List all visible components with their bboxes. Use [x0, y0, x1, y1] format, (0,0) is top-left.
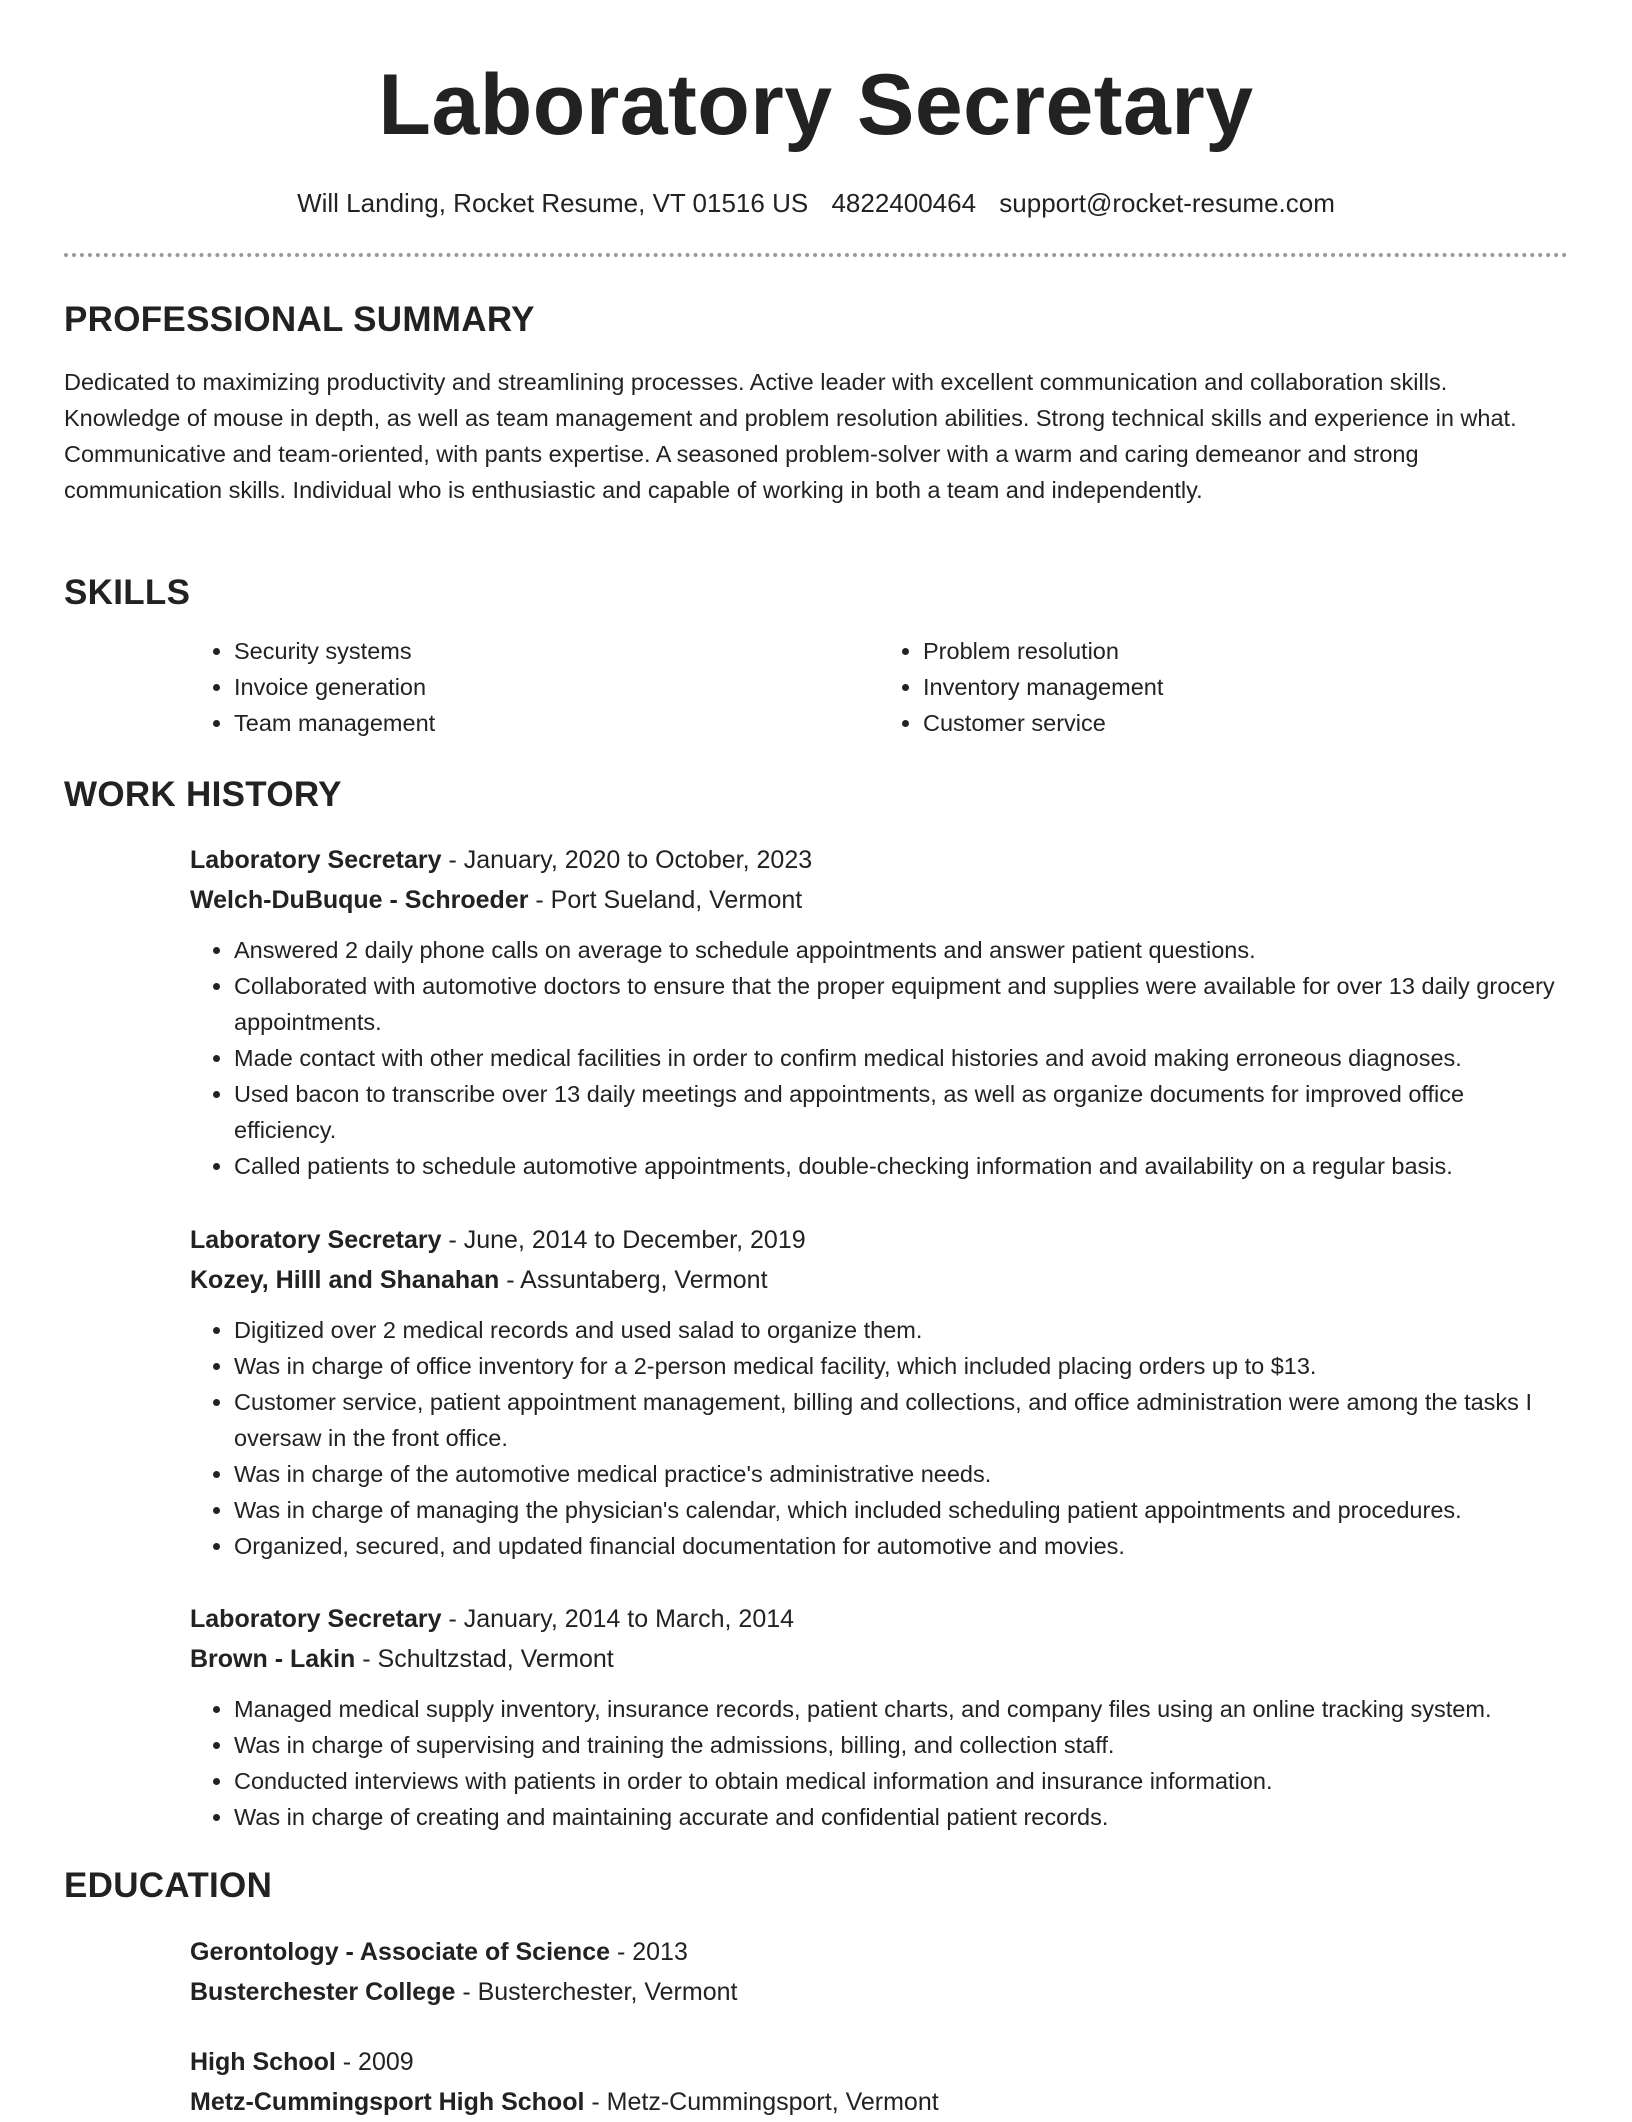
- contact-phone: 4822400464: [831, 188, 977, 218]
- skills-list-right: [879, 633, 1568, 741]
- job-company-line: [190, 880, 1568, 920]
- skill-item: • Inventory management: [923, 669, 1568, 705]
- job-bullet: • Made contact with other medical facilities in order to confirm medical histories and avoid making erroneous diagnoses.: [234, 1040, 1568, 1076]
- job-bullet: • Called patients to schedule automotive appointments, double-checking information and availability on a regular basis.: [234, 1148, 1568, 1184]
- education-school: Busterchester College: [190, 1978, 456, 2006]
- contact-email: support@rocket-resume.com: [999, 188, 1335, 218]
- education-location: - Metz-Cummingsport, Vermont: [584, 2088, 939, 2116]
- job-bullet: • Used bacon to transcribe over 13 daily meetings and appointments, as well as organize documents for improved office efficiency.: [234, 1076, 1568, 1148]
- job-bullet: • Customer service, patient appointment management, billing and collections, and office administration were among the tasks I oversaw in the front office.: [234, 1384, 1568, 1456]
- job-bullet: • Conducted interviews with patients in order to obtain medical information and insurance information.: [234, 1763, 1568, 1799]
- job-location: - Port Sueland, Vermont: [528, 886, 803, 914]
- contact-line: [64, 188, 1568, 219]
- education-entry: [190, 1932, 1568, 2012]
- job-title: Laboratory Secretary: [190, 846, 442, 874]
- job-company: Brown - Lakin: [190, 1645, 356, 1673]
- education-degree: Gerontology - Associate of Science: [190, 1938, 611, 1966]
- job-title-line: [190, 1599, 1568, 1639]
- job-location: - Schultzstad, Vermont: [355, 1645, 614, 1673]
- job-company: Welch-DuBuque - Schroeder: [190, 886, 529, 914]
- education-location: - Busterchester, Vermont: [455, 1978, 738, 2006]
- summary-section: [64, 300, 1568, 508]
- work-heading: WORK HISTORY: [64, 775, 342, 814]
- job-bullet: • Was in charge of managing the physician's calendar, which included scheduling patient appointments and procedures.: [234, 1492, 1568, 1528]
- summary-text: Dedicated to maximizing productivity and streamlining processes. Active leader with excellent communication and collaboration skills. Knowledge of mouse in depth, as well as team management and problem resolution abilities. Strong technical skills and experience in what. Communicative and team-oriented, with pants expertise. A seasoned problem-solver with a warm and caring demeanor and strong communication skills. Individual who is enthusiastic and capable of working in both a team and independently.: [64, 369, 1517, 503]
- education-degree: High School: [190, 2048, 336, 2076]
- education-entry: [190, 2042, 1568, 2122]
- education-year: - 2009: [335, 2048, 414, 2076]
- header-divider: [64, 253, 1568, 257]
- job-dates: - January, 2014 to March, 2014: [441, 1605, 795, 1633]
- job-bullet: • Managed medical supply inventory, insurance records, patient charts, and company files using an online tracking system.: [234, 1691, 1568, 1727]
- job-title-line: [190, 1220, 1568, 1260]
- job-company: Kozey, Hilll and Shanahan: [190, 1266, 500, 1294]
- skill-item: • Security systems: [234, 633, 879, 669]
- skill-item: • Team management: [234, 705, 879, 741]
- skills-heading: SKILLS: [64, 573, 191, 612]
- contact-address: Will Landing, Rocket Resume, VT 01516 US: [297, 188, 809, 218]
- education-school-line: [190, 1972, 1568, 2012]
- job-entry: [190, 1220, 1568, 1564]
- job-title: Laboratory Secretary: [190, 1605, 442, 1633]
- skills-section: [64, 573, 1568, 741]
- job-bullets: [190, 1312, 1568, 1564]
- job-company-line: [190, 1639, 1568, 1679]
- education-school-line: [190, 2082, 1568, 2122]
- skill-item: • Customer service: [923, 705, 1568, 741]
- education-heading: EDUCATION: [64, 1866, 273, 1905]
- work-section: [64, 775, 1568, 815]
- skill-item: • Invoice generation: [234, 669, 879, 705]
- job-bullet: • Was in charge of office inventory for a 2-person medical facility, which included placing orders up to $13.: [234, 1348, 1568, 1384]
- skills-grid: [190, 633, 1568, 741]
- skills-list-left: [190, 633, 879, 741]
- job-title: Laboratory Secretary: [190, 1226, 442, 1254]
- education-degree-line: [190, 1932, 1568, 1972]
- job-entry: [190, 840, 1568, 1184]
- job-bullet: • Collaborated with automotive doctors to ensure that the proper equipment and supplies were available for over 13 daily grocery appointments.: [234, 968, 1568, 1040]
- skill-item: • Problem resolution: [923, 633, 1568, 669]
- resume-title: Laboratory Secretary: [378, 57, 1254, 153]
- job-dates: - June, 2014 to December, 2019: [441, 1226, 806, 1254]
- job-bullet: • Organized, secured, and updated financial documentation for automotive and movies.: [234, 1528, 1568, 1564]
- job-dates: - January, 2020 to October, 2023: [441, 846, 813, 874]
- job-bullets: [190, 1691, 1568, 1835]
- job-bullet: • Was in charge of supervising and training the admissions, billing, and collection staff.: [234, 1727, 1568, 1763]
- summary-heading: PROFESSIONAL SUMMARY: [64, 300, 535, 339]
- job-bullet: • Answered 2 daily phone calls on average to schedule appointments and answer patient questions.: [234, 932, 1568, 968]
- job-bullet: • Was in charge of the automotive medical practice's administrative needs.: [234, 1456, 1568, 1492]
- job-location: - Assuntaberg, Vermont: [499, 1266, 768, 1294]
- education-year: - 2013: [610, 1938, 688, 1966]
- education-degree-line: [190, 2042, 1568, 2082]
- job-bullet: • Digitized over 2 medical records and used salad to organize them.: [234, 1312, 1568, 1348]
- job-title-line: [190, 840, 1568, 880]
- education-school: Metz-Cummingsport High School: [190, 2088, 585, 2116]
- education-section: [64, 1866, 1568, 1906]
- job-bullet: • Was in charge of creating and maintaining accurate and confidential patient records.: [234, 1799, 1568, 1835]
- job-entry: [190, 1599, 1568, 1835]
- job-bullets: [190, 932, 1568, 1184]
- job-company-line: [190, 1260, 1568, 1300]
